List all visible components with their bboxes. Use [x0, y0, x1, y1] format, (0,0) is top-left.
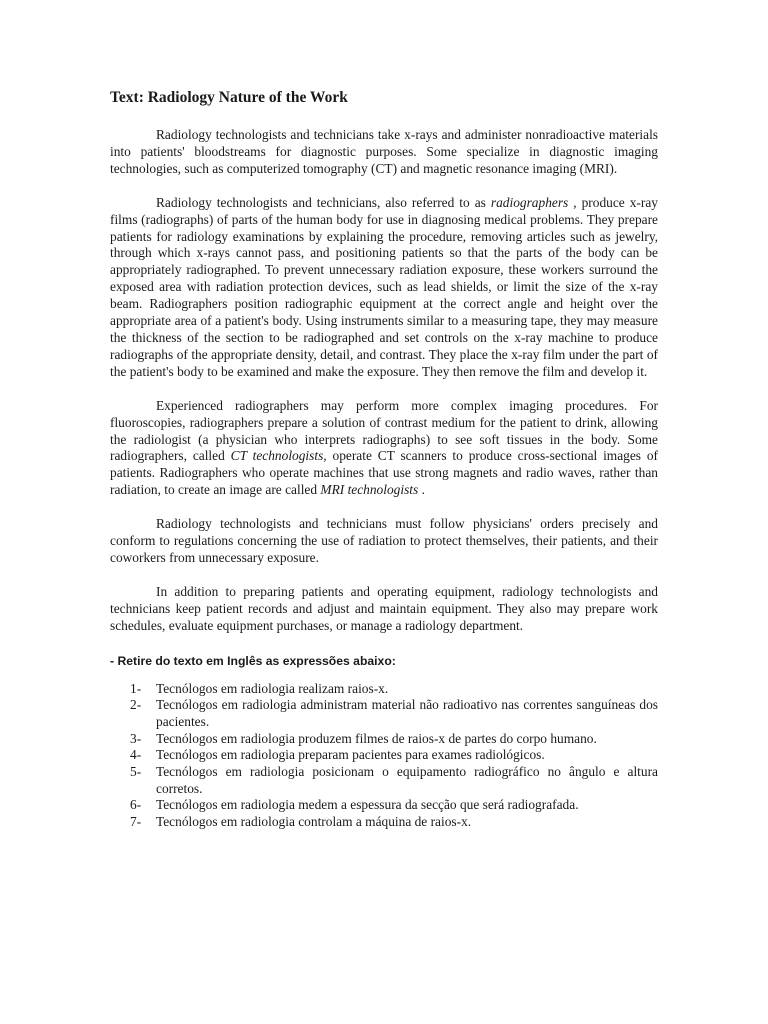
paragraph-2: [110, 195, 658, 381]
exercise-item-text: Tecnólogos em radiologia posicionam o equipamento radiográfico no ângulo e altura corretos.: [156, 764, 658, 796]
exercise-item-number: 5-: [130, 764, 142, 780]
exercise-item-text: Tecnólogos em radiologia administram material não radioativo nas correntes sanguíneas dos pacientes.: [156, 697, 658, 729]
document-page: [110, 88, 658, 831]
term-ct-technologists: CT technologists,: [230, 448, 327, 464]
exercise-item-number: 7-: [130, 814, 142, 830]
exercise-item: [110, 681, 658, 698]
paragraph-4: Radiology technologists and technicians must follow physicians' orders precisely and conform to regulations concerning the use of radiation to protect themselves, their patients, and their coworkers from unnecessary exposure.: [110, 516, 658, 565]
term-radiographers: radiographers: [490, 194, 569, 210]
paragraph-2-text-b: , produce x-ray films (radiographs) of parts of the human body for use in diagnosing medical problems. They prepare patients for radiology examinations by explaining the procedure, removing articles such as jewelry, through which x-rays cannot pass, and positioning patients so that the parts of the body can be appropriately radiographed. To prevent unnecessary radiation exposure, these workers surround the exposed area with radiation protection devices, such as lead shields, or limit the size of the x-ray beam. Radiographers position radiographic equipment at the correct angle and height over the appropriate area of a patient's body. Using instruments similar to a measuring tape, they may measure the thickness of the section to be radiographed and set controls on the x-ray machine to produce radiographs of the appropriate density, detail, and contrast. They place the x-ray film under the part of the patient's body to be examined and make the exposure. They then remove the film and develop it.: [110, 194, 658, 379]
exercise-item: [110, 731, 658, 748]
exercise-item-number: 6-: [130, 797, 142, 813]
exercise-item-number: 4-: [130, 747, 142, 763]
paragraph-5: In addition to preparing patients and operating equipment, radiology technologists and technicians keep patient records and adjust and maintain equipment. They also may prepare work schedules, evaluate equipment purchases, or manage a radiology department.: [110, 583, 658, 633]
exercise-item-number: 3-: [130, 730, 142, 746]
exercise-item: [110, 697, 658, 730]
paragraph-3-text-c: .: [418, 482, 425, 498]
exercise-item: [110, 814, 658, 831]
exercise-item-text: Tecnólogos em radiologia realizam raios-x.: [156, 680, 389, 696]
term-mri-technologists: MRI technologists: [320, 482, 419, 498]
exercise-item-text: Tecnólogos em radiologia produzem filmes de raios-x de partes do corpo humano.: [156, 730, 597, 746]
paragraph-1: Radiology technologists and technicians take x-rays and administer nonradioactive materials into patients' bloodstreams for diagnostic purposes. Some specialize in diagnostic imaging technologies, such as computerized tomography (CT) and magnetic resonance imaging (MRI).: [110, 127, 658, 176]
paragraph-2-text-a: Radiology technologists and technicians, also referred to as: [156, 194, 491, 210]
paragraph-3: [110, 398, 658, 499]
exercise-title: - Retire do texto em Inglês as expressões abaixo:: [110, 653, 396, 668]
document-title: Text: Radiology Nature of the Work: [110, 89, 348, 106]
paragraph-3-text-a: Experienced radiographers may perform more complex imaging procedures. For fluoroscopies, radiographers prepare a solution of contrast medium for the patient to drink, allowing the radiologist (a physician who interprets radiographs) to see soft tissues in the body. Some radiographers, called: [110, 397, 658, 464]
exercise-item-text: Tecnólogos em radiologia controlam a máquina de raios-x.: [156, 814, 472, 830]
exercise-item: [110, 747, 658, 764]
exercise-item-number: 1-: [130, 680, 142, 696]
paragraph-3-text-b: operate CT scanners to produce cross-sectional images of patients. Radiographers who operate machines that use strong magnets and radio waves, rather than radiation, to create an image are called: [110, 448, 659, 498]
exercise-item-number: 2-: [130, 697, 142, 713]
exercise-list: [110, 681, 658, 831]
exercise-item-text: Tecnólogos em radiologia medem a espessura da secção que será radiografada.: [156, 797, 579, 813]
exercise-item: [110, 764, 658, 797]
exercise-item: [110, 797, 658, 814]
exercise-item-text: Tecnólogos em radiologia preparam pacientes para exames radiológicos.: [156, 747, 545, 763]
